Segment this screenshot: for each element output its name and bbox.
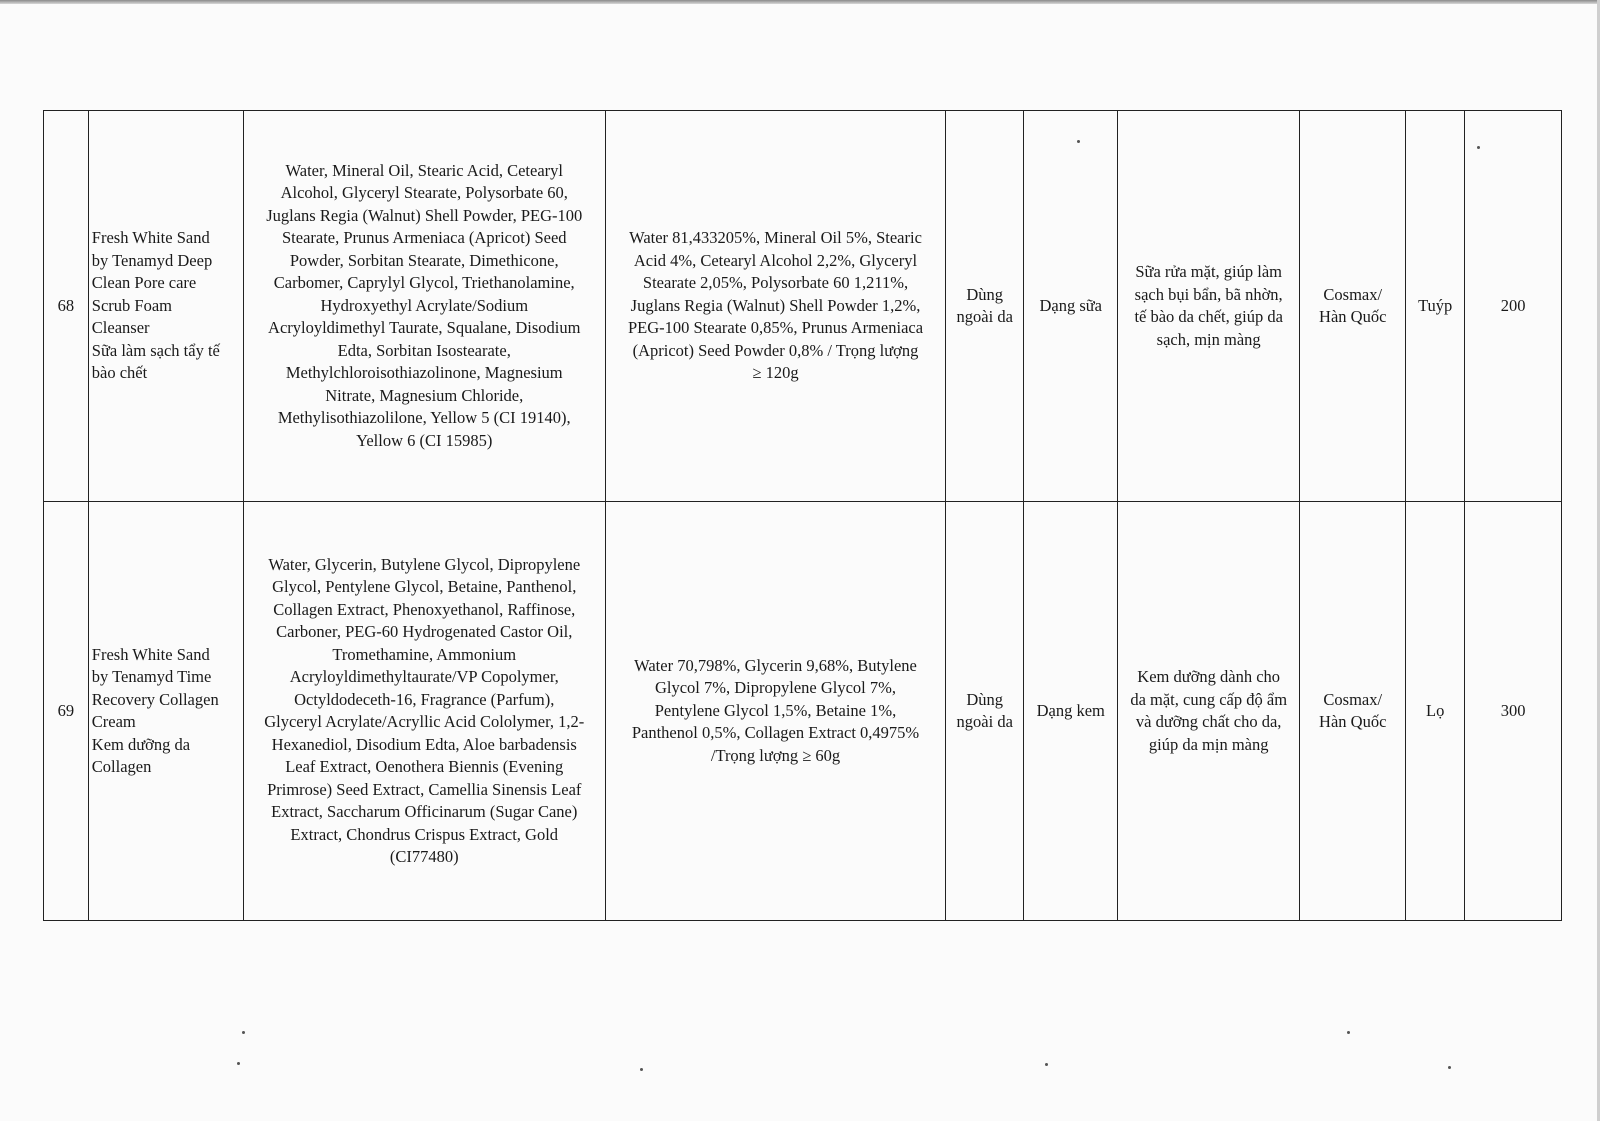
- text-line: Yellow 6 (CI 15985): [356, 430, 493, 450]
- text-line: Alcohol, Glyceryl Stearate, Polysorbate 60,: [280, 183, 568, 203]
- text-line: Dùng: [966, 689, 1004, 709]
- text-line: Carbomer, Caprylyl Glycol, Triethanolamine,: [273, 273, 575, 293]
- text-line: (Apricot) Seed Powder 0,8% / Trọng lượng: [632, 340, 919, 360]
- table-row: [44, 502, 1562, 921]
- text-line: ngoài da: [956, 307, 1013, 326]
- text-line: Glycol 7%, Dipropylene Glycol 7%,: [654, 678, 896, 698]
- text-line: Clean Pore care: [91, 273, 197, 293]
- scan-speck: [1045, 1063, 1048, 1066]
- scan-speck: [1448, 1066, 1451, 1069]
- text-line: Glyceryl Acrylate/Acryllic Acid Cololymer, 1,2-: [264, 712, 585, 731]
- text-line: Primrose) Seed Extract, Camellia Sinensis Leaf: [267, 779, 582, 799]
- purpose-cell: [1118, 502, 1300, 921]
- text-line: Cream: [91, 712, 136, 731]
- text-line: Extract, Chondrus Crispus Extract, Gold: [290, 824, 559, 844]
- purpose-cell: [1118, 111, 1300, 502]
- ingredients-cell: [243, 502, 605, 921]
- text-line: Extract, Saccharum Officinarum (Sugar Cane): [271, 802, 578, 821]
- table-row: [44, 111, 1562, 502]
- text-line: Acryloyldimethyltaurate/VP Copolymer,: [289, 667, 559, 686]
- concentration-cell: [605, 502, 945, 921]
- text-line: Methylisothiazolilone, Yellow 5 (CI 19140),: [277, 408, 571, 428]
- unit-cell: Tuýp: [1406, 111, 1465, 502]
- stt-cell: 69: [44, 502, 89, 921]
- text-line: Water, Mineral Oil, Stearic Acid, Cetearyl: [285, 160, 563, 180]
- text-line: Octyldodeceth-16, Fragrance (Parfum),: [294, 689, 555, 709]
- scan-speck: [242, 1031, 245, 1034]
- ingredients-cell: [243, 111, 605, 502]
- text-line: Fresh White Sand: [91, 228, 210, 248]
- text-line: Carboner, PEG-60 Hydrogenated Castor Oil,: [276, 622, 573, 641]
- scan-speck: [1347, 1031, 1350, 1034]
- text-line: Cleanser: [91, 318, 150, 338]
- text-line: Hexanediol, Disodium Edta, Aloe barbadensis: [271, 734, 577, 754]
- text-line: bào chết: [91, 363, 148, 383]
- concentration-cell: [605, 111, 945, 502]
- text-line: Acid 4%, Cetearyl Alcohol 2,2%, Glyceryl: [633, 250, 918, 270]
- text-line: giúp da mịn màng: [1148, 734, 1269, 754]
- quantity-cell: 200: [1465, 111, 1562, 502]
- text-line: tế bào da chết, giúp da: [1134, 307, 1283, 326]
- text-line: sạch bụi bẩn, bã nhờn,: [1134, 284, 1283, 304]
- text-line: Dùng: [966, 284, 1004, 304]
- text-line: by Tenamyd Deep: [91, 250, 213, 270]
- usage-cell: [946, 502, 1024, 921]
- text-line: Panthenol 0,5%, Collagen Extract 0,4975%: [631, 723, 920, 743]
- usage-cell: [946, 111, 1024, 502]
- text-line: Edta, Sorbitan Isostearate,: [337, 340, 511, 360]
- scan-speck: [1077, 140, 1080, 143]
- product-name-cell: [88, 111, 243, 502]
- text-line: Stearate 2,05%, Polysorbate 60 1,211%,: [642, 273, 909, 293]
- text-line: Nitrate, Magnesium Chloride,: [325, 385, 524, 405]
- text-line: Powder, Sorbitan Stearate, Dimethicone,: [289, 250, 559, 270]
- text-line: Juglans Regia (Walnut) Shell Powder, PEG-100: [266, 205, 583, 225]
- text-line: Scrub Foam: [91, 295, 172, 315]
- quantity-cell: 300: [1465, 502, 1562, 921]
- text-line: ngoài da: [956, 712, 1013, 731]
- text-line: và dưỡng chất cho da,: [1135, 712, 1282, 731]
- manufacturer-cell: [1300, 502, 1406, 921]
- text-line: PEG-100 Stearate 0,85%, Prunus Armeniaca: [627, 318, 924, 338]
- text-line: Recovery Collagen: [91, 689, 219, 709]
- text-line: Cosmax/: [1323, 284, 1383, 304]
- text-line: Water 81,433205%, Mineral Oil 5%, Stearic: [629, 228, 922, 248]
- text-line: Cosmax/: [1323, 689, 1383, 709]
- text-line: by Tenamyd Time: [91, 667, 212, 686]
- scan-speck: [237, 1062, 240, 1065]
- scan-speck: [640, 1068, 643, 1071]
- text-line: Stearate, Prunus Armeniaca (Apricot) Seed: [281, 228, 567, 248]
- text-line: Pentylene Glycol 1,5%, Betaine 1%,: [654, 700, 897, 720]
- manufacturer-cell: [1300, 111, 1406, 502]
- text-line: (CI77480): [389, 847, 459, 866]
- text-line: Hàn Quốc: [1319, 307, 1387, 326]
- text-line: Water, Glycerin, Butylene Glycol, Dipropylene: [268, 554, 581, 574]
- text-line: Water 70,798%, Glycerin 9,68%, Butylene: [634, 655, 917, 675]
- table-body: [44, 111, 1562, 921]
- scan-top-edge: [0, 0, 1600, 4]
- text-line: Hydroxyethyl Acrylate/Sodium: [320, 295, 529, 315]
- product-table: [43, 110, 1562, 921]
- text-line: Sữa làm sạch tẩy tế: [91, 340, 220, 360]
- text-line: Tromethamine, Ammonium: [332, 644, 517, 664]
- text-line: Leaf Extract, Oenothera Biennis (Evening: [285, 757, 564, 776]
- stt-cell: 68: [44, 111, 89, 502]
- text-line: Collagen: [91, 757, 152, 776]
- text-line: Acryloyldimethyl Taurate, Squalane, Disodium: [268, 318, 581, 338]
- product-name-cell: [88, 502, 243, 921]
- form-cell: Dạng sữa: [1024, 111, 1118, 502]
- scan-speck: [1477, 146, 1480, 149]
- text-line: Kem dưỡng da: [91, 734, 191, 754]
- text-line: Kem dưỡng dành cho: [1137, 667, 1281, 686]
- text-line: Fresh White Sand: [91, 644, 210, 664]
- form-cell: Dạng kem: [1024, 502, 1118, 921]
- text-line: Methylchloroisothiazolinone, Magnesium: [285, 363, 563, 383]
- text-line: sạch, mịn màng: [1156, 329, 1261, 349]
- text-line: Hàn Quốc: [1319, 712, 1387, 731]
- text-line: /Trọng lượng ≥ 60g: [710, 745, 841, 765]
- text-line: Juglans Regia (Walnut) Shell Powder 1,2%,: [630, 295, 921, 315]
- text-line: ≥ 120g: [752, 363, 799, 383]
- text-line: Collagen Extract, Phenoxyethanol, Raffinose,: [273, 599, 576, 619]
- text-line: Sữa rửa mặt, giúp làm: [1135, 262, 1282, 281]
- unit-cell: Lọ: [1406, 502, 1465, 921]
- text-line: da mặt, cung cấp độ ẩm: [1130, 689, 1288, 709]
- text-line: Glycol, Pentylene Glycol, Betaine, Panthenol,: [272, 577, 577, 596]
